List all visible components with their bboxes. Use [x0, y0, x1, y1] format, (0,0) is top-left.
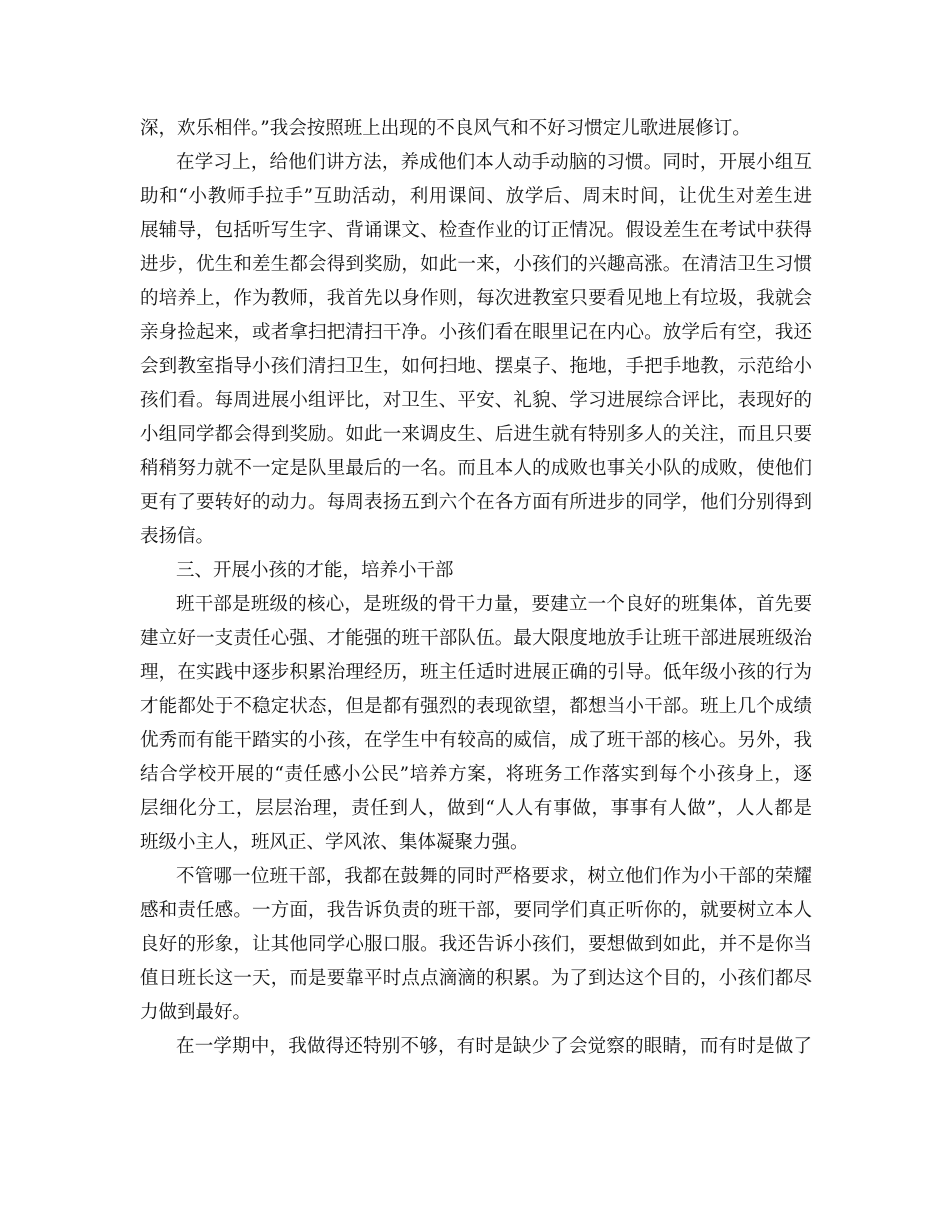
text-line: 优秀而有能干踏实的小孩，在学生中有较高的威信，成了班干部的核心。另外，我 [140, 730, 812, 751]
text-line: 值日班长这一天，而是要靠平时点点滴滴的积累。为了到达这个目的，小孩们都尽 [140, 968, 812, 989]
text-line: 不管哪一位班干部，我都在鼓舞的同时严格要求，树立他们作为小干部的荣耀 [176, 866, 812, 887]
text-line: 的培养上，作为教师，我首先以身作则，每次进教室只要看见地上有垃圾，我就会 [140, 288, 812, 309]
section-heading: 三、开展小孩的才能，培养小干部 [176, 560, 454, 581]
text-line: 会到教室指导小孩们清扫卫生，如何扫地、摆桌子、拖地，手把手地教，示范给小 [140, 356, 812, 377]
text-line: 表扬信。 [140, 526, 215, 547]
text-line: 更有了要转好的动力。每周表扬五到六个在各方面有所进步的同学，他们分别得到 [140, 492, 812, 513]
text-line: 小组同学都会得到奖励。如此一来调皮生、后进生就有特别多人的关注，而且只要 [140, 424, 812, 445]
text-line: 进步，优生和差生都会得到奖励，如此一来，小孩们的兴趣高涨。在清洁卫生习惯 [140, 254, 812, 275]
text-line: 才能都处于不稳定状态，但是都有强烈的表现欲望，都想当小干部。班上几个成绩 [140, 696, 812, 717]
text-line: 助和“小教师手拉手”互助活动，利用课间、放学后、周末时间，让优生对差生进 [140, 186, 812, 207]
text-line: 良好的形象，让其他同学心服口服。我还告诉小孩们，要想做到如此，并不是你当 [140, 934, 812, 955]
text-line: 层细化分工，层层治理，责任到人，做到“人人有事做，事事有人做”，人人都是 [140, 798, 812, 819]
text-line: 班干部是班级的核心，是班级的骨干力量，要建立一个良好的班集体，首先要 [176, 594, 812, 615]
text-line: 班级小主人，班风正、学风浓、集体凝聚力强。 [140, 832, 529, 853]
text-line: 结合学校开展的“责任感小公民”培养方案，将班务工作落实到每个小孩身上，逐 [140, 764, 812, 785]
text-line: 理，在实践中逐步积累治理经历，班主任适时进展正确的引导。低年级小孩的行为 [140, 662, 812, 683]
text-line: 在学习上，给他们讲方法，养成他们本人动手动脑的习惯。同时，开展小组互 [176, 152, 812, 173]
text-line: 展辅导，包括听写生字、背诵课文、检查作业的订正情况。假设差生在考试中获得 [140, 220, 812, 241]
text-line: 孩们看。每周进展小组评比，对卫生、平安、礼貌、学习进展综合评比，表现好的 [140, 390, 812, 411]
text-line: 力做到最好。 [140, 1002, 252, 1023]
text-line: 深，欢乐相伴。”我会按照班上出现的不良风气和不好习惯定儿歌进展修订。 [140, 118, 751, 139]
text-line: 稍稍努力就不一定是队里最后的一名。而且本人的成败也事关小队的成败，使他们 [140, 458, 812, 479]
text-line: 感和责任感。一方面，我告诉负责的班干部，要同学们真正听你的，就要树立本人 [140, 900, 812, 921]
text-line: 建立好一支责任心强、才能强的班干部队伍。最大限度地放手让班干部进展班级治 [140, 628, 812, 649]
text-line: 亲身捡起来，或者拿扫把清扫干净。小孩们看在眼里记在内心。放学后有空，我还 [140, 322, 812, 343]
text-line: 在一学期中，我做得还特别不够，有时是缺少了会觉察的眼睛，而有时是做了 [176, 1036, 812, 1057]
